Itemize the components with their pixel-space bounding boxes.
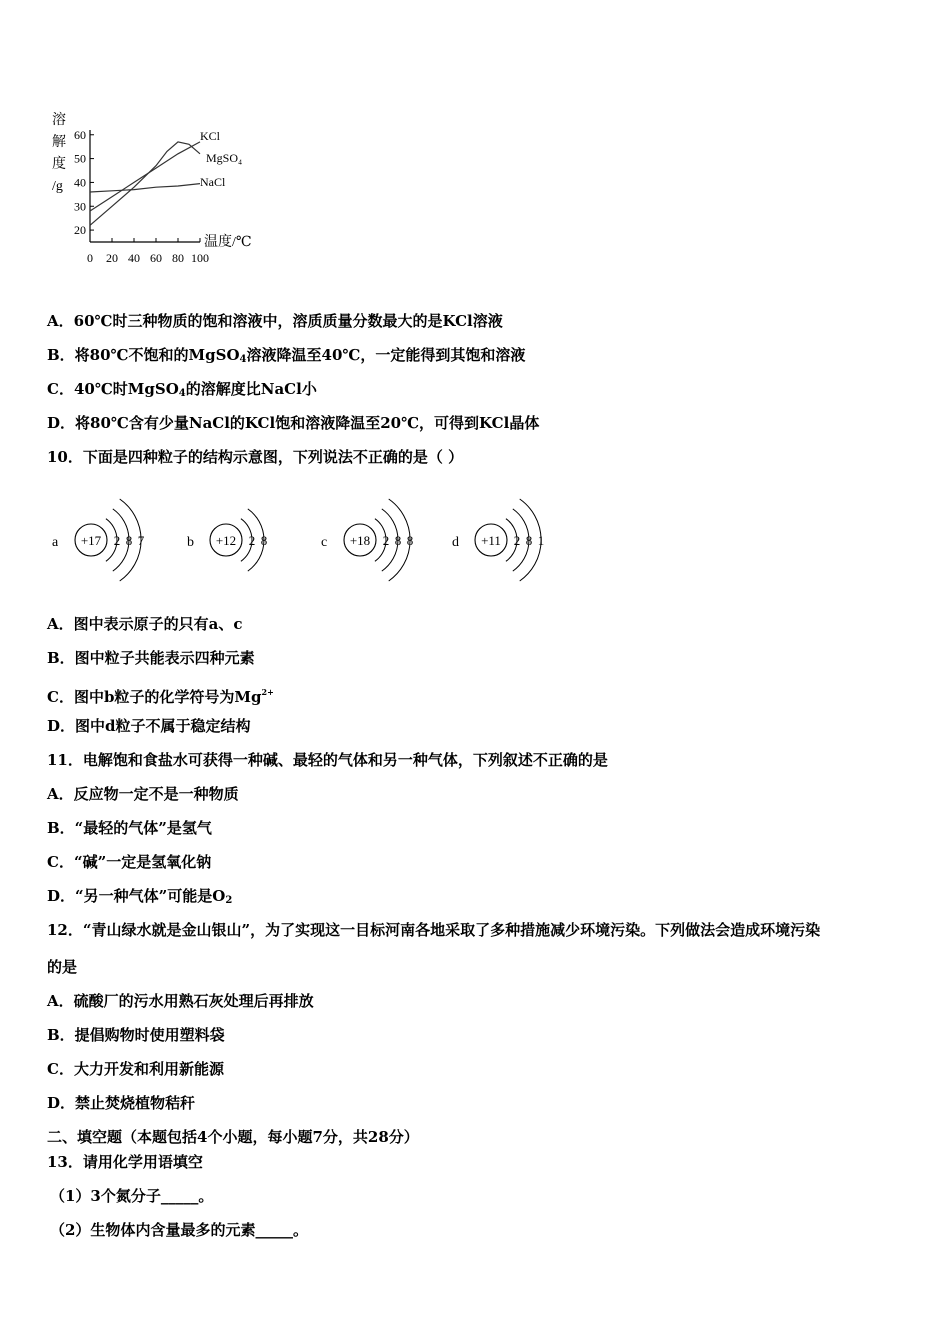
y-tick-label: 40	[74, 175, 86, 190]
nucleus-charge: +17	[80, 533, 102, 548]
particle-label: b	[187, 535, 194, 550]
q9-option-b	[47, 345, 525, 370]
shell-electron-count: 1	[537, 533, 545, 548]
nucleus-charge: +12	[215, 533, 237, 548]
section-2-title: 二、填空题（本题包括4个小题，每小题7分，共28分）	[47, 1128, 419, 1146]
q13-part-2: （2）生物体内含量最多的元素_____。	[50, 1221, 308, 1239]
q9-option-c	[47, 379, 317, 404]
x-tick-label: 0	[87, 251, 93, 265]
series-label: NaCl	[200, 175, 226, 189]
q9-option-c-part1: C．40℃时MgSO	[47, 380, 179, 398]
q10-option-d: D．图中d粒子不属于稳定结构	[47, 717, 251, 735]
particle-c	[321, 499, 413, 581]
nucleus-charge: +11	[481, 533, 501, 548]
q10-option-b: B．图中粒子共能表示四种元素	[47, 649, 255, 667]
q9-option-c-part2: 的溶解度比NaCl小	[185, 380, 317, 398]
q11-option-d-text: D．“另一种气体”可能是O	[47, 887, 226, 905]
particle-b	[187, 509, 267, 571]
x-tick-label: 60	[150, 251, 162, 265]
shell-electron-count: 8	[525, 533, 533, 548]
series-line	[90, 142, 200, 225]
q9-option-a: A．60℃时三种物质的饱和溶液中，溶质质量分数最大的是KCl溶液	[47, 312, 503, 330]
series-label: MgSO₄	[206, 151, 243, 165]
q11-stem: 11．电解饱和食盐水可获得一种碱、最轻的气体和另一种气体，下列叙述不正确的是	[47, 751, 608, 769]
y-tick-label: 20	[74, 223, 86, 238]
chart-series	[90, 142, 200, 225]
x-tick-label: 80	[172, 251, 184, 265]
q11-option-d	[47, 886, 232, 911]
y-label-char: 溶	[52, 113, 66, 128]
shell-electron-count: 7	[137, 533, 145, 548]
series-line	[90, 184, 200, 192]
q10-stem: 10．下面是四种粒子的结构示意图，下列说法不正确的是（ ）	[47, 448, 464, 466]
atom-structure-diagrams	[44, 480, 564, 598]
nucleus-charge: +18	[349, 533, 371, 548]
particle-d	[452, 499, 544, 581]
x-tick-label: 40	[128, 251, 140, 265]
q11-option-c: C．“碱”一定是氢氧化钠	[47, 853, 212, 871]
q12-option-c: C．大力开发和利用新能源	[47, 1060, 224, 1078]
q12-option-d: D．禁止焚烧植物秸秆	[47, 1094, 196, 1112]
q13-stem: 13．请用化学用语填空	[47, 1153, 203, 1171]
particle-label: c	[321, 535, 328, 550]
q9-option-b-part1: B．将80℃不饱和的MgSO	[47, 346, 240, 364]
x-tick-labels	[87, 251, 209, 265]
y-tick-labels	[74, 128, 86, 237]
x-tick-label: 20	[106, 251, 118, 265]
q11-option-a: A．反应物一定不是一种物质	[47, 785, 239, 803]
q11-option-d-sub: 2	[225, 895, 233, 906]
y-label-char: /g	[52, 179, 63, 194]
y-tick-label: 50	[74, 151, 86, 166]
series-label: KCl	[200, 129, 221, 143]
q12-stem-line2: 的是	[47, 958, 78, 976]
q12-stem-line1: 12．“青山绿水就是金山银山”，为了实现这一目标河南各地采取了多种措施减少环境污染。下列做法会造成环境污染	[47, 921, 821, 939]
q12-option-b: B．提倡购物时使用塑料袋	[47, 1026, 225, 1044]
q10-option-c-text: C．图中b粒子的化学符号为Mg	[47, 688, 262, 706]
q12-option-a: A．硫酸厂的污水用熟石灰处理后再排放	[47, 992, 314, 1010]
q9-option-c-sub: 4	[178, 388, 186, 399]
q10-option-a: A．图中表示原子的只有a、c	[47, 615, 243, 633]
y-label-char: 解	[52, 135, 66, 150]
shell-electron-count: 2	[113, 533, 121, 548]
q9-option-b-sub: 4	[239, 354, 247, 365]
shell-electron-count: 8	[260, 533, 268, 548]
particle-a	[52, 499, 145, 581]
shell-electron-count: 8	[394, 533, 402, 548]
q11-option-b: B．“最轻的气体”是氢气	[47, 819, 212, 837]
q10-option-c-sup: 2+	[261, 687, 274, 697]
shell-electron-count: 2	[382, 533, 390, 548]
y-tick-label: 60	[74, 127, 86, 142]
solubility-chart	[50, 108, 270, 268]
y-axis-label	[52, 111, 66, 194]
x-axis-label: 温度/℃	[204, 235, 252, 250]
shell-electron-count: 8	[406, 533, 414, 548]
y-label-char: 度	[52, 157, 66, 172]
particle-label: d	[452, 535, 459, 550]
q9-option-b-part2: 溶液降温至40℃，一定能得到其饱和溶液	[246, 346, 526, 364]
q10-option-c	[47, 682, 274, 707]
q9-option-d: D．将80℃含有少量NaCl的KCl饱和溶液降温至20℃，可得到KCl晶体	[47, 414, 540, 432]
shell-electron-count: 2	[513, 533, 521, 548]
y-tick-label: 30	[74, 199, 86, 214]
x-tick-label: 100	[191, 251, 209, 265]
series-labels	[200, 129, 242, 189]
q13-part-1: （1）3个氮分子_____。	[50, 1187, 214, 1205]
particle-label: a	[52, 535, 59, 550]
shell-electron-count: 8	[125, 533, 133, 548]
shell-electron-count: 2	[248, 533, 256, 548]
